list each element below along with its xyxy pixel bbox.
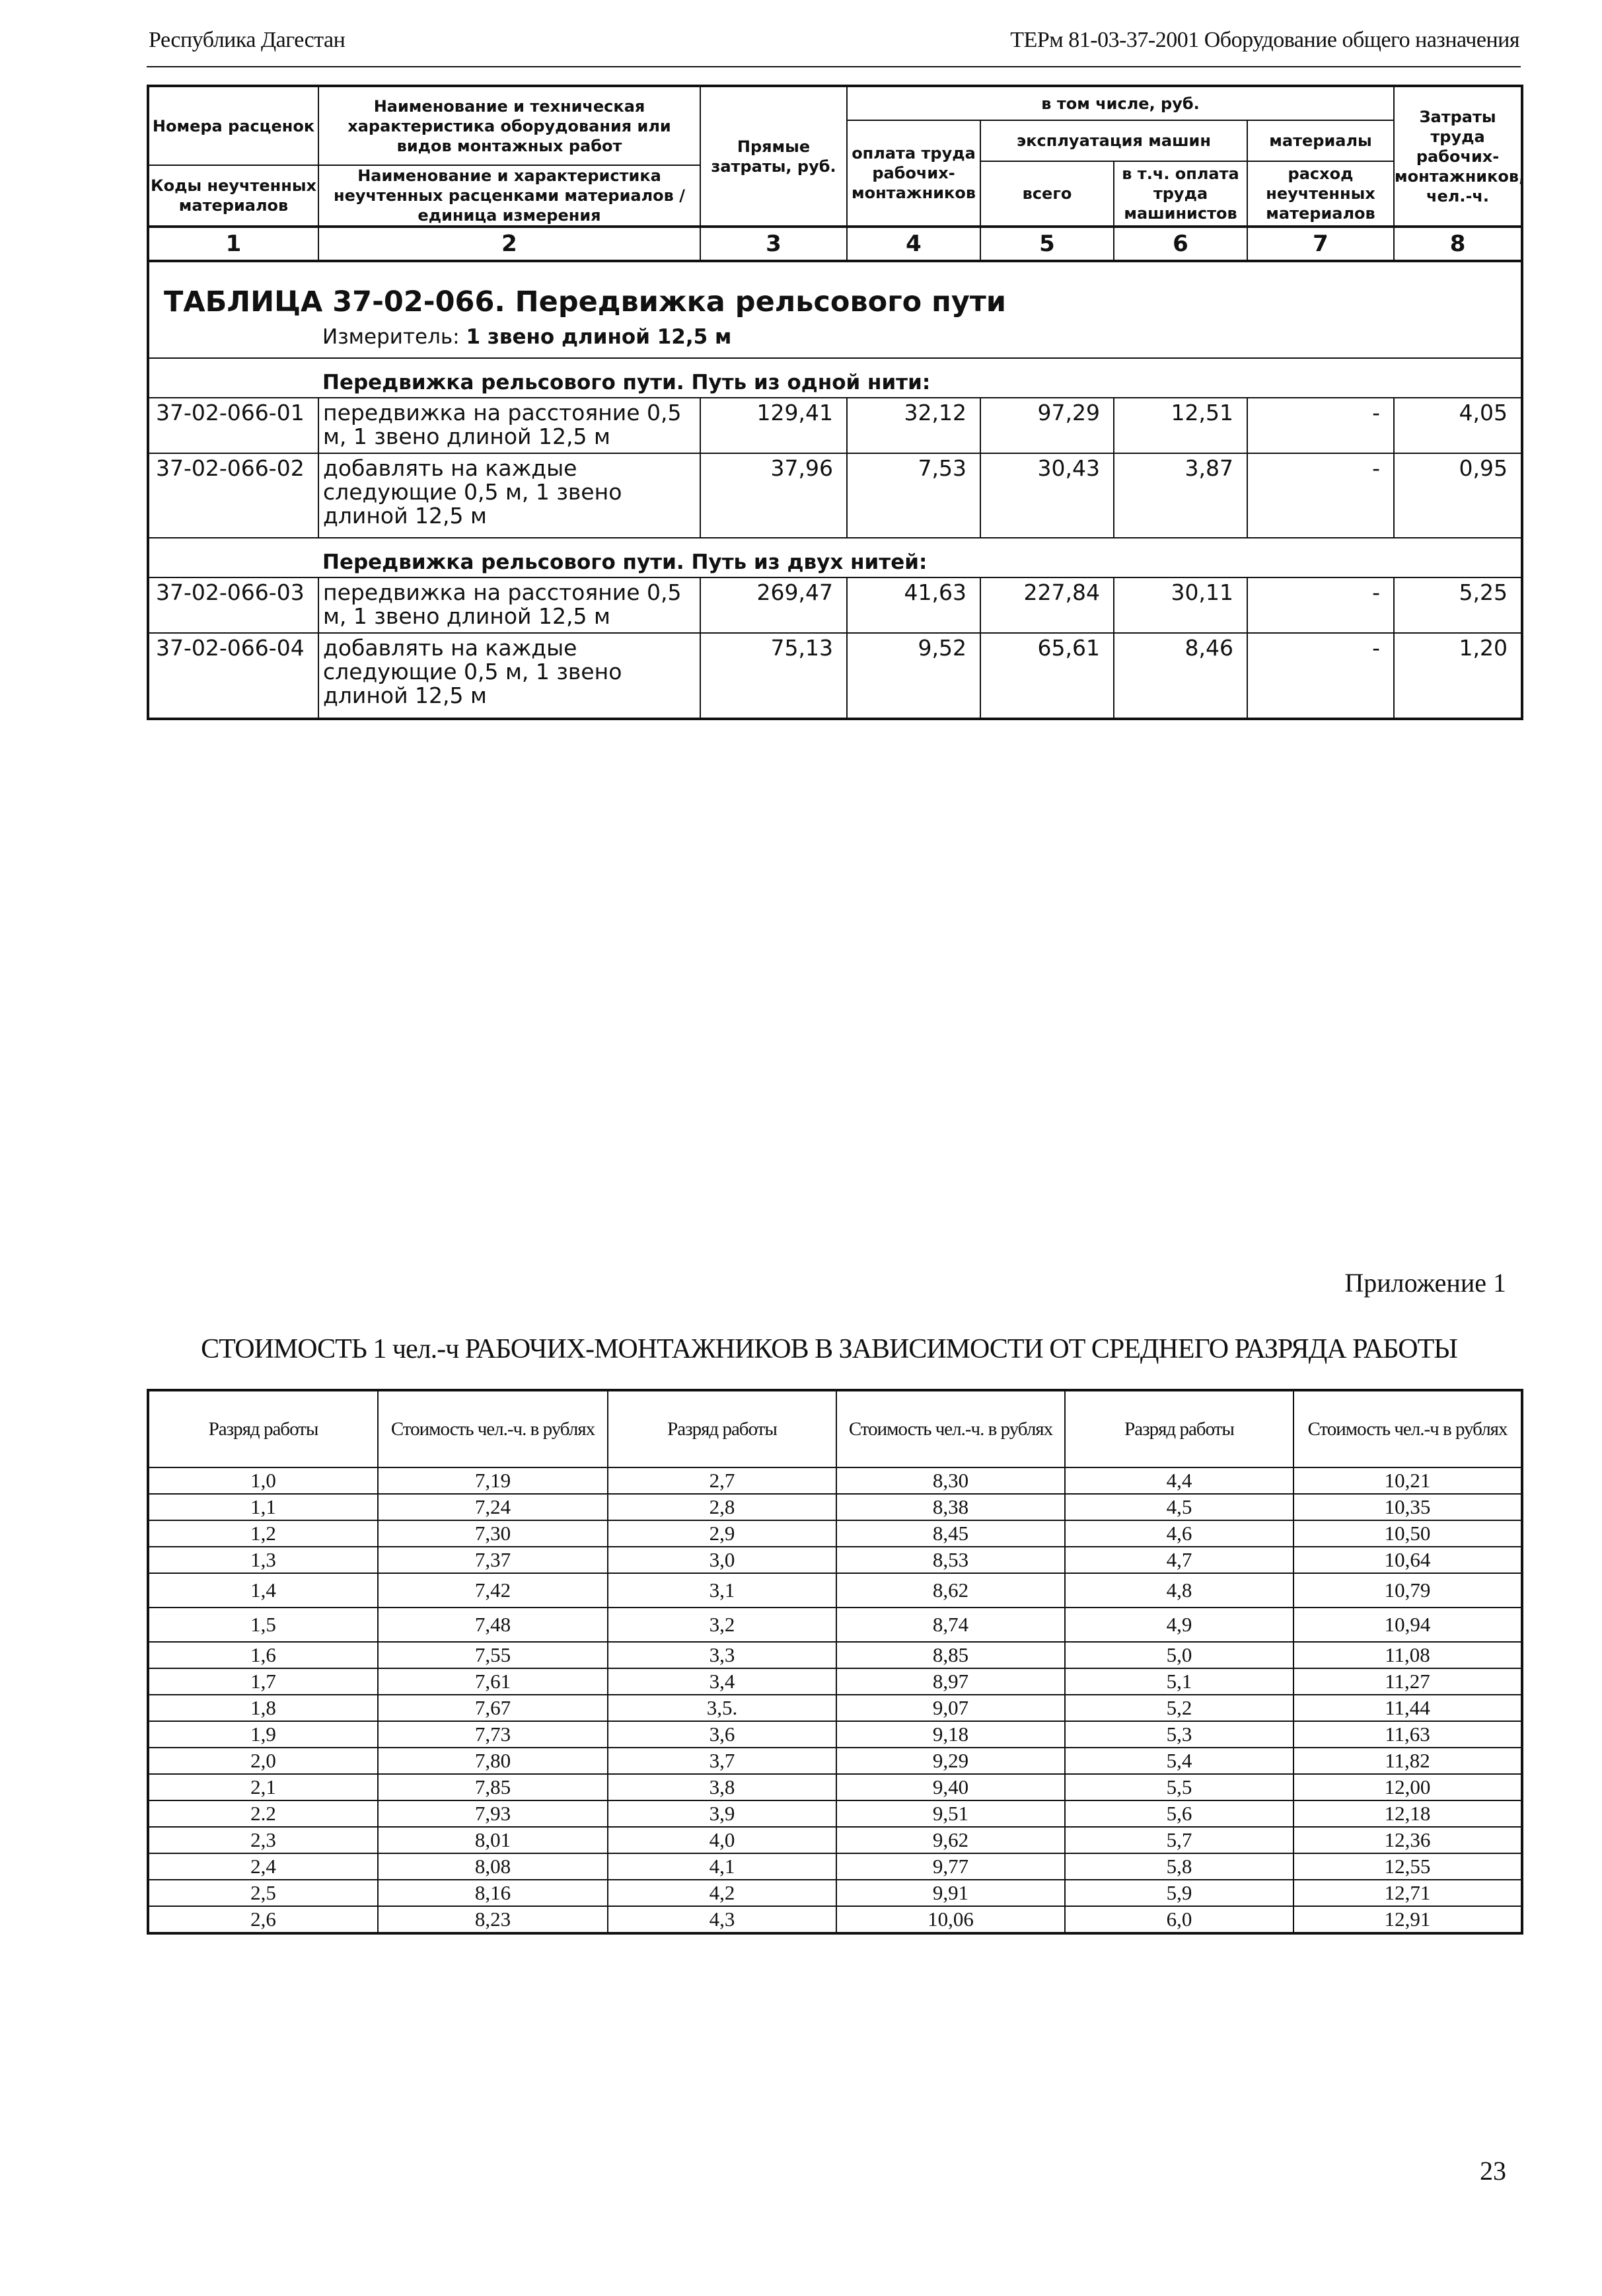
grade-cell: 5,0	[1065, 1642, 1293, 1668]
cost-cell: 12,91	[1293, 1906, 1522, 1933]
table-row	[148, 398, 1522, 453]
materials-cost: -	[1247, 633, 1394, 719]
grade-cell: 2,8	[608, 1494, 836, 1520]
table-row	[148, 1853, 1522, 1880]
grade-cell: 4,6	[1065, 1520, 1293, 1547]
cost-cell: 7,42	[378, 1573, 608, 1608]
grade-cell: 3,0	[608, 1547, 836, 1573]
grade-cell: 2,0	[148, 1748, 378, 1774]
cost-cell: 10,21	[1293, 1467, 1522, 1494]
cost-cell: 9,07	[836, 1695, 1065, 1721]
grade-cell: 5,8	[1065, 1853, 1293, 1880]
cost-cell: 7,80	[378, 1748, 608, 1774]
cost-cell: 10,06	[836, 1906, 1065, 1933]
running-header-left: Республика Дагестан	[149, 28, 346, 52]
machines-total: 65,61	[980, 633, 1114, 719]
group-heading: Передвижка рельсового пути. Путь из одной нити:	[322, 371, 931, 394]
col-header-8: Затраты труда рабочих-монтажников, чел.-ч.	[1394, 86, 1522, 227]
col-header-3: Прямые затраты, руб.	[700, 86, 847, 227]
col-header-machines: эксплуатация машин	[980, 120, 1247, 161]
labor-hours: 0,95	[1394, 453, 1522, 538]
cost-cell: 12,18	[1293, 1800, 1522, 1827]
machinists-pay: 3,87	[1114, 453, 1247, 538]
cost-cell: 8,97	[836, 1668, 1065, 1695]
cost-cell: 11,63	[1293, 1721, 1522, 1748]
cost-cell: 7,48	[378, 1608, 608, 1642]
grade-cell: 3,7	[608, 1748, 836, 1774]
materials-cost: -	[1247, 577, 1394, 633]
grade-cell: 3,6	[608, 1721, 836, 1748]
table-row	[148, 1827, 1522, 1853]
grade-cell: 5,7	[1065, 1827, 1293, 1853]
grade-cell: 1,0	[148, 1467, 378, 1494]
machinists-pay: 30,11	[1114, 577, 1247, 633]
col-header-cost: Стоимость чел.-ч. в рублях	[836, 1390, 1065, 1467]
col-header-materials: материалы	[1247, 120, 1394, 161]
group-heading-cell	[148, 358, 1522, 398]
col-header-cost: Стоимость чел.-ч в рублях	[1293, 1390, 1522, 1467]
table-title: ТАБЛИЦА 37-02-066. Передвижка рельсового пути	[164, 285, 1006, 318]
col-header-6: в т.ч. оплата труда машинистов	[1114, 161, 1247, 227]
col-header-grade: Разряд работы	[1065, 1390, 1293, 1467]
grade-cell: 5,3	[1065, 1721, 1293, 1748]
machines-total: 227,84	[980, 577, 1114, 633]
cost-cell: 7,19	[378, 1467, 608, 1494]
direct-cost: 269,47	[700, 577, 847, 633]
cost-cell: 7,93	[378, 1800, 608, 1827]
col-header-grade: Разряд работы	[608, 1390, 836, 1467]
cost-cell: 11,44	[1293, 1695, 1522, 1721]
cost-cell: 7,37	[378, 1547, 608, 1573]
grade-cell: 4,4	[1065, 1467, 1293, 1494]
col-number-8: 8	[1394, 227, 1522, 261]
col-header-2-top: Наименование и техническая характеристика оборудования или видов монтажных работ	[318, 86, 700, 165]
rate-description: передвижка на расстояние 0,5 м, 1 звено длиной 12,5 м	[318, 577, 700, 633]
col-header-1-bottom: Коды неучтенных материалов	[148, 165, 318, 227]
grade-cell: 4,1	[608, 1853, 836, 1880]
grade-cell: 1,1	[148, 1494, 378, 1520]
table-row	[148, 1880, 1522, 1906]
col-number-2: 2	[318, 227, 700, 261]
grade-cell: 3,4	[608, 1668, 836, 1695]
cost-cell: 12,55	[1293, 1853, 1522, 1880]
rate-description: передвижка на расстояние 0,5 м, 1 звено длиной 12,5 м	[318, 398, 700, 453]
grade-cell: 2,3	[148, 1827, 378, 1853]
col-number-3: 3	[700, 227, 847, 261]
table-row	[148, 1520, 1522, 1547]
col-number-4: 4	[847, 227, 980, 261]
cost-cell: 7,85	[378, 1774, 608, 1800]
cost-cell: 10,35	[1293, 1494, 1522, 1520]
grade-cell: 2,7	[608, 1467, 836, 1494]
table-row	[148, 1721, 1522, 1748]
direct-cost: 75,13	[700, 633, 847, 719]
grade-cell: 3,9	[608, 1800, 836, 1827]
header-rule	[147, 66, 1521, 67]
grade-cell: 2,5	[148, 1880, 378, 1906]
table-row	[148, 1547, 1522, 1573]
grade-cell: 1,4	[148, 1573, 378, 1608]
machines-total: 97,29	[980, 398, 1114, 453]
rate-code: 37-02-066-03	[148, 577, 318, 633]
grade-cell: 3,5.	[608, 1695, 836, 1721]
grade-cell: 5,4	[1065, 1748, 1293, 1774]
grade-cell: 4,3	[608, 1906, 836, 1933]
grade-cell: 2,4	[148, 1853, 378, 1880]
machines-total: 30,43	[980, 453, 1114, 538]
cost-cell: 10,50	[1293, 1520, 1522, 1547]
grade-cell: 3,3	[608, 1642, 836, 1668]
table-measure	[149, 324, 1521, 357]
grade-cell: 1,6	[148, 1642, 378, 1668]
cost-cell: 8,30	[836, 1467, 1065, 1494]
materials-cost: -	[1247, 398, 1394, 453]
grade-cell: 1,7	[148, 1668, 378, 1695]
grade-cell: 1,2	[148, 1520, 378, 1547]
table-row	[148, 1800, 1522, 1827]
group-heading: Передвижка рельсового пути. Путь из двух нитей:	[322, 550, 928, 574]
labor-cost: 41,63	[847, 577, 980, 633]
direct-cost: 37,96	[700, 453, 847, 538]
labor-hours: 4,05	[1394, 398, 1522, 453]
cost-cell: 9,40	[836, 1774, 1065, 1800]
rate-description: добавлять на каждые следующие 0,5 м, 1 звено длиной 12,5 м	[318, 633, 700, 719]
col-header-including: в том числе, руб.	[847, 86, 1394, 120]
cost-cell: 9,29	[836, 1748, 1065, 1774]
cost-cell: 7,61	[378, 1668, 608, 1695]
table-row	[148, 1668, 1522, 1695]
cost-cell: 9,77	[836, 1853, 1065, 1880]
col-header-7: расход неучтенных материалов	[1247, 161, 1394, 227]
col-header-4: оплата труда рабочих-монтажников	[847, 120, 980, 227]
cost-cell: 8,08	[378, 1853, 608, 1880]
grade-cell: 1,9	[148, 1721, 378, 1748]
labor-hours: 5,25	[1394, 577, 1522, 633]
grade-cell: 5,5	[1065, 1774, 1293, 1800]
cost-cell: 8,45	[836, 1520, 1065, 1547]
grade-cell: 5,1	[1065, 1668, 1293, 1695]
col-header-1-top: Номера расценок	[148, 86, 318, 165]
grade-cell: 2,9	[608, 1520, 836, 1547]
appendix-table-body	[148, 1467, 1522, 1933]
grade-cell: 5,6	[1065, 1800, 1293, 1827]
rate-code: 37-02-066-04	[148, 633, 318, 719]
cost-cell: 7,55	[378, 1642, 608, 1668]
cost-cell: 10,64	[1293, 1547, 1522, 1573]
machinists-pay: 8,46	[1114, 633, 1247, 719]
cost-cell: 8,62	[836, 1573, 1065, 1608]
cost-cell: 8,23	[378, 1906, 608, 1933]
measure-value: 1 звено длиной 12,5 м	[466, 325, 732, 349]
cost-cell: 10,79	[1293, 1573, 1522, 1608]
appendix-label: Приложение 1	[1344, 1268, 1506, 1298]
rates-table	[147, 85, 1523, 720]
running-header-right: ТЕРм 81-03-37-2001 Оборудование общего назначения	[1010, 28, 1519, 52]
col-number-7: 7	[1247, 227, 1394, 261]
grade-cell: 4,2	[608, 1880, 836, 1906]
col-header-grade: Разряд работы	[148, 1390, 378, 1467]
cost-cell: 11,08	[1293, 1642, 1522, 1668]
grade-cell: 4,5	[1065, 1494, 1293, 1520]
table-row	[148, 1467, 1522, 1494]
labor-hours: 1,20	[1394, 633, 1522, 719]
table-row	[148, 453, 1522, 538]
cost-cell: 12,36	[1293, 1827, 1522, 1853]
cost-cell: 9,51	[836, 1800, 1065, 1827]
cost-cell: 12,00	[1293, 1774, 1522, 1800]
grade-cell: 4,7	[1065, 1547, 1293, 1573]
cost-cell: 8,38	[836, 1494, 1065, 1520]
col-number-6: 6	[1114, 227, 1247, 261]
grade-cell: 4,0	[608, 1827, 836, 1853]
grade-cell: 2,6	[148, 1906, 378, 1933]
grade-cell: 3,8	[608, 1774, 836, 1800]
machinists-pay: 12,51	[1114, 398, 1247, 453]
table-row	[148, 1748, 1522, 1774]
grade-cell: 5,9	[1065, 1880, 1293, 1906]
labor-cost: 32,12	[847, 398, 980, 453]
cost-cell: 7,73	[378, 1721, 608, 1748]
table-row	[148, 1494, 1522, 1520]
appendix-title: СТОИМОСТЬ 1 чел.-ч РАБОЧИХ-МОНТАЖНИКОВ В ЗАВИСИМОСТИ ОТ СРЕДНЕГО РАЗРЯДА РАБОТЫ	[201, 1334, 1457, 1364]
grade-cell: 1,5	[148, 1608, 378, 1642]
cost-cell: 8,01	[378, 1827, 608, 1853]
cost-cell: 8,16	[378, 1880, 608, 1906]
grade-cell: 1,3	[148, 1547, 378, 1573]
table-title-block	[148, 261, 1522, 358]
rate-description: добавлять на каждые следующие 0,5 м, 1 звено длиной 12,5 м	[318, 453, 700, 538]
table-row	[148, 633, 1522, 719]
grade-cell: 4,9	[1065, 1608, 1293, 1642]
cost-cell: 11,82	[1293, 1748, 1522, 1774]
table-row	[148, 1906, 1522, 1933]
grade-cell: 5,2	[1065, 1695, 1293, 1721]
table-row	[148, 1642, 1522, 1668]
table-row	[148, 1695, 1522, 1721]
cost-cell: 7,67	[378, 1695, 608, 1721]
group-heading-cell	[148, 538, 1522, 577]
cost-cell: 8,85	[836, 1642, 1065, 1668]
cost-cell: 9,91	[836, 1880, 1065, 1906]
table-row	[148, 577, 1522, 633]
cost-cell: 8,53	[836, 1547, 1065, 1573]
cost-cell: 8,74	[836, 1608, 1065, 1642]
col-number-1: 1	[148, 227, 318, 261]
grade-cell: 1,8	[148, 1695, 378, 1721]
col-header-2-bottom: Наименование и характеристика неучтенных расценками материалов / единица измерения	[318, 165, 700, 227]
cost-cell: 12,71	[1293, 1880, 1522, 1906]
cost-cell: 7,30	[378, 1520, 608, 1547]
measure-label: Измеритель:	[322, 325, 466, 349]
rate-code: 37-02-066-01	[148, 398, 318, 453]
rate-code: 37-02-066-02	[148, 453, 318, 538]
cost-cell: 7,24	[378, 1494, 608, 1520]
labor-cost: 7,53	[847, 453, 980, 538]
page-number: 23	[1480, 2156, 1506, 2186]
table-row	[148, 1608, 1522, 1642]
labor-cost: 9,52	[847, 633, 980, 719]
grade-cell: 3,2	[608, 1608, 836, 1642]
grade-cell: 2,1	[148, 1774, 378, 1800]
table-row	[148, 1774, 1522, 1800]
materials-cost: -	[1247, 453, 1394, 538]
cost-cell: 9,18	[836, 1721, 1065, 1748]
cost-cell: 11,27	[1293, 1668, 1522, 1695]
cost-cell: 9,62	[836, 1827, 1065, 1853]
table-row	[148, 1573, 1522, 1608]
grade-cell: 6,0	[1065, 1906, 1293, 1933]
col-number-5: 5	[980, 227, 1114, 261]
grade-cell: 3,1	[608, 1573, 836, 1608]
col-header-5: всего	[980, 161, 1114, 227]
grade-cell: 4,8	[1065, 1573, 1293, 1608]
col-header-cost: Стоимость чел.-ч. в рублях	[378, 1390, 608, 1467]
direct-cost: 129,41	[700, 398, 847, 453]
grade-cell: 2.2	[148, 1800, 378, 1827]
cost-cell: 10,94	[1293, 1608, 1522, 1642]
appendix-table	[147, 1389, 1523, 1935]
